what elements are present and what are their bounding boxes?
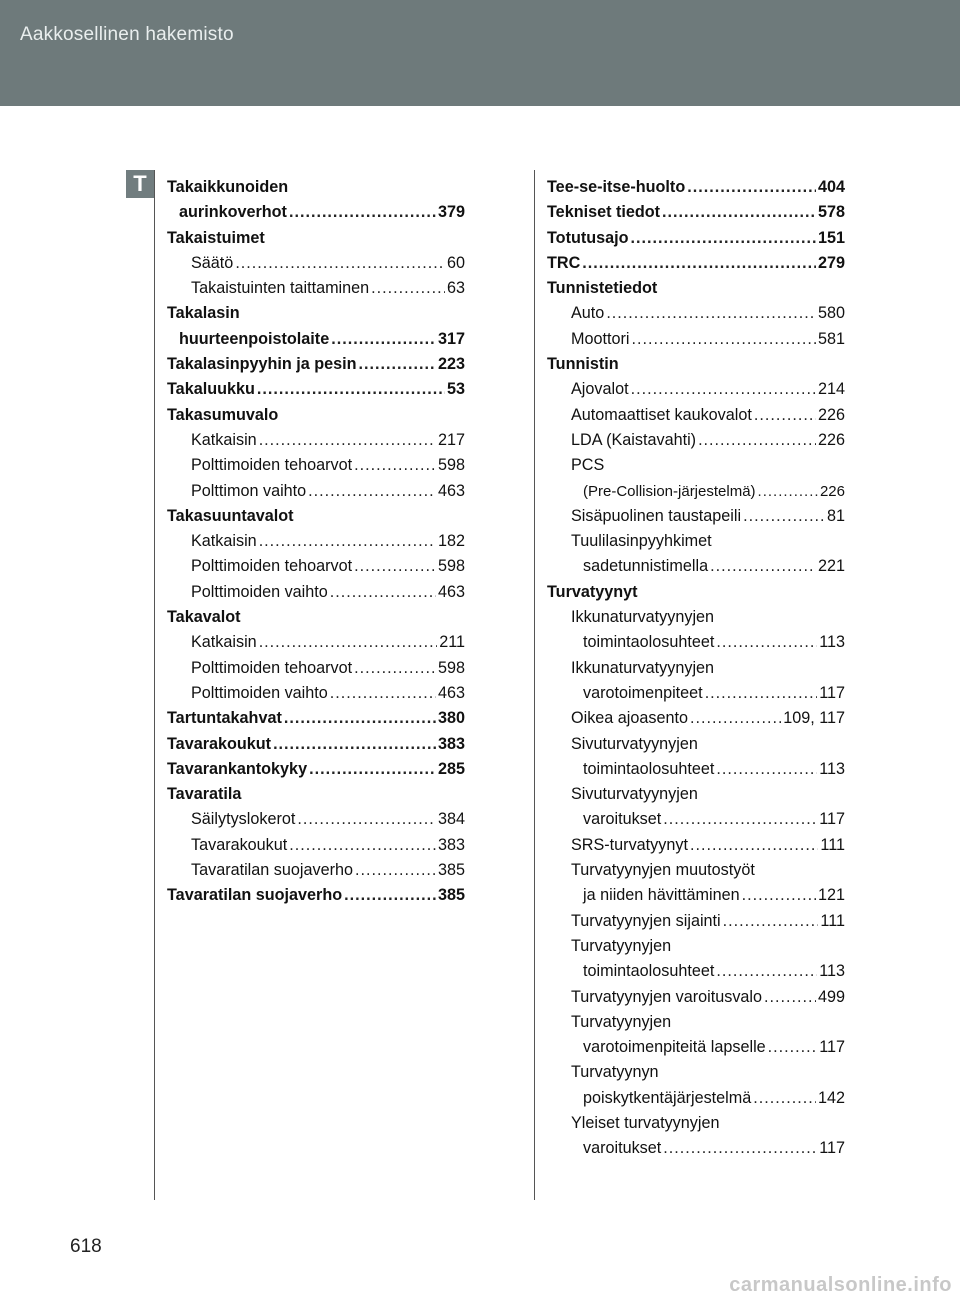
index-entry-label: Polttimoiden tehoarvot xyxy=(191,456,353,475)
index-column-right xyxy=(547,175,845,1162)
page-number: 618 xyxy=(70,1236,102,1257)
dot-leader xyxy=(690,833,818,858)
dot-leader xyxy=(330,681,436,706)
index-entry-label: Tavaratilan suojaverho xyxy=(191,861,353,880)
index-entry-page: 60 xyxy=(446,253,465,272)
index-entry xyxy=(547,1086,845,1111)
index-entry xyxy=(167,251,465,276)
index-entry xyxy=(167,352,465,377)
dot-leader xyxy=(309,757,436,782)
index-entry xyxy=(547,782,845,807)
index-entry xyxy=(167,580,465,605)
index-entry-label: Automaattiset kaukovalot xyxy=(571,405,752,424)
index-entry xyxy=(167,276,465,301)
dot-leader xyxy=(705,681,818,706)
index-entry-label: SRS-turvatyynyt xyxy=(571,835,688,854)
header-title: Aakkosellinen hakemisto xyxy=(20,24,234,45)
index-entry-page: 598 xyxy=(437,456,465,475)
dot-leader xyxy=(606,301,816,326)
dot-leader xyxy=(631,226,816,251)
dot-leader xyxy=(716,630,817,655)
dot-leader xyxy=(257,377,445,402)
index-entry xyxy=(547,377,845,402)
index-entry-label: Katkaisin xyxy=(191,633,257,652)
dot-leader xyxy=(289,833,436,858)
index-entry-label: Takaistuinten taittaminen xyxy=(191,279,370,298)
dot-leader xyxy=(687,175,816,200)
index-entry-label: Ajovalot xyxy=(571,380,629,399)
index-entry-label: Tee-se-itse-huolto xyxy=(547,178,686,196)
index-entry xyxy=(167,630,465,655)
dot-leader xyxy=(698,428,816,453)
index-entry-page: 226 xyxy=(817,405,845,424)
index-entry-page: 182 xyxy=(437,532,465,551)
section-letter-tab: T xyxy=(126,170,154,198)
index-entry xyxy=(547,276,845,301)
index-entry xyxy=(547,580,845,605)
index-entry-page: 117 xyxy=(819,1038,845,1057)
index-entry xyxy=(547,630,845,655)
index-entry-page: 211 xyxy=(439,633,465,652)
index-entry-page: 217 xyxy=(437,430,465,449)
index-entry-label: PCS xyxy=(571,456,605,475)
dot-leader xyxy=(716,959,817,984)
dot-leader xyxy=(662,200,816,225)
index-entry-label: Turvatyynyjen varoitusvalo xyxy=(571,987,763,1006)
index-entry-page: 109, 117 xyxy=(783,709,845,728)
dot-leader xyxy=(753,1086,816,1111)
index-entry-label: Moottori xyxy=(571,329,630,348)
index-entry-page: 385 xyxy=(437,886,465,905)
index-entry-page: 317 xyxy=(437,329,465,348)
index-entry xyxy=(167,605,465,630)
index-entry xyxy=(547,554,845,579)
index-entry-page: 121 xyxy=(817,886,845,905)
dot-leader xyxy=(742,883,816,908)
index-entry xyxy=(547,959,845,984)
index-entry-page: 226 xyxy=(819,482,845,500)
index-entry-label: LDA (Kaistavahti) xyxy=(571,430,697,449)
index-entry xyxy=(547,251,845,276)
index-entry-page: 385 xyxy=(437,861,465,880)
index-entry xyxy=(167,807,465,832)
index-entry-page: 53 xyxy=(446,380,465,399)
index-entry xyxy=(547,883,845,908)
index-entry-page: 214 xyxy=(817,380,845,399)
index-entry xyxy=(547,504,845,529)
index-entry xyxy=(547,1010,845,1035)
index-entry-label: Takaikkunoiden xyxy=(167,178,289,196)
index-entry-page: 113 xyxy=(819,962,845,981)
index-entry xyxy=(547,200,845,225)
dot-leader xyxy=(289,200,436,225)
index-entry xyxy=(547,833,845,858)
index-entry-page: 151 xyxy=(817,228,845,247)
index-entry-page: 81 xyxy=(826,506,845,525)
index-entry-page: 383 xyxy=(437,734,465,753)
dot-leader xyxy=(723,909,819,934)
index-entry-page: 384 xyxy=(437,810,465,829)
index-entry xyxy=(167,479,465,504)
index-entry xyxy=(547,403,845,428)
index-entry xyxy=(547,681,845,706)
index-entry-label: Takalasin xyxy=(167,304,240,323)
dot-leader xyxy=(330,580,436,605)
index-entry xyxy=(167,226,465,251)
index-entry-label: Turvatyynyn xyxy=(571,1063,659,1082)
index-entry-label: Sisäpuolinen taustapeili xyxy=(571,506,742,525)
index-entry xyxy=(547,352,845,377)
index-entry-label: Auto xyxy=(571,304,605,323)
dot-leader xyxy=(371,276,445,301)
dot-leader xyxy=(259,428,436,453)
dot-leader xyxy=(663,807,817,832)
index-entry-label: poiskytkentäjärjestelmä xyxy=(583,1088,752,1107)
index-entry xyxy=(167,327,465,352)
index-entry-label: Ikkunaturvatyynyjen xyxy=(571,608,715,627)
index-entry xyxy=(167,757,465,782)
index-entry-label: Polttimoiden tehoarvot xyxy=(191,557,353,576)
index-entry-label: Takalasinpyyhin ja pesin xyxy=(167,355,357,374)
index-entry-label: Totutusajo xyxy=(547,228,629,247)
index-entry xyxy=(547,985,845,1010)
dot-leader xyxy=(764,985,816,1010)
index-entry-page: 117 xyxy=(819,810,845,829)
index-entry xyxy=(167,504,465,529)
index-entry-label: Säätö xyxy=(191,253,234,272)
index-entry-page: 580 xyxy=(817,304,845,323)
index-column-left xyxy=(167,175,465,909)
index-entry-page: 581 xyxy=(817,329,845,348)
index-entry-label: Ikkunaturvatyynyjen xyxy=(571,658,715,677)
index-entry xyxy=(547,301,845,326)
dot-leader xyxy=(710,554,816,579)
index-entry xyxy=(167,732,465,757)
page-header xyxy=(0,0,960,106)
index-entry-label: Tavarakoukut xyxy=(191,835,288,854)
left-column-divider xyxy=(154,170,155,1200)
index-entry xyxy=(167,681,465,706)
index-entry xyxy=(167,554,465,579)
index-entry-label: ja niiden hävittäminen xyxy=(583,886,740,905)
right-column-divider xyxy=(534,170,535,1200)
index-entry-page: 379 xyxy=(437,203,465,222)
index-entry xyxy=(547,1060,845,1085)
dot-leader xyxy=(754,403,816,428)
watermark: carmanualsonline.info xyxy=(729,1274,952,1296)
index-entry xyxy=(547,327,845,352)
index-entry-label: huurteenpoistolaite xyxy=(179,329,330,348)
index-entry-page: 63 xyxy=(446,279,465,298)
index-entry-label: Katkaisin xyxy=(191,430,257,449)
dot-leader xyxy=(359,352,436,377)
index-entry-label: varotoimenpiteitä lapselle xyxy=(583,1038,766,1057)
index-entry-label: Polttimon vaihto xyxy=(191,481,307,500)
dot-leader xyxy=(716,757,817,782)
index-entry xyxy=(547,479,845,504)
index-entry-page: 598 xyxy=(437,658,465,677)
index-entry-label: Takaistuimet xyxy=(167,228,265,247)
index-entry-label: (Pre-Collision-järjestelmä) xyxy=(583,482,756,500)
index-entry xyxy=(547,529,845,554)
dot-leader xyxy=(284,706,436,731)
index-entry-label: Tavaratilan suojaverho xyxy=(167,886,343,905)
index-entry-label: Tartuntakahvat xyxy=(167,709,282,728)
index-entry xyxy=(547,934,845,959)
dot-leader xyxy=(331,327,436,352)
index-entry xyxy=(167,706,465,731)
dot-leader xyxy=(259,529,436,554)
index-entry xyxy=(547,1035,845,1060)
index-entry xyxy=(167,453,465,478)
index-entry-label: Takasumuvalo xyxy=(167,405,279,424)
index-entry-label: Turvatyynyjen xyxy=(571,1012,672,1031)
index-entry-label: Tunnistetiedot xyxy=(547,279,658,298)
index-entry-label: toimintaolosuhteet xyxy=(583,962,715,981)
index-entry-label: Polttimoiden tehoarvot xyxy=(191,658,353,677)
dot-leader xyxy=(631,377,816,402)
index-entry-label: Säilytyslokerot xyxy=(191,810,296,829)
index-entry-label: Tekniset tiedot xyxy=(547,203,661,222)
index-entry-page: 463 xyxy=(437,683,465,702)
index-entry-label: Sivuturvatyynyjen xyxy=(571,785,698,804)
index-entry-label: Polttimoiden vaihto xyxy=(191,683,328,702)
index-entry-label: Sivuturvatyynyjen xyxy=(571,734,698,753)
index-entry-page: 285 xyxy=(437,759,465,778)
index-entry-page: 113 xyxy=(819,759,845,778)
index-entry xyxy=(167,200,465,225)
index-entry-page: 117 xyxy=(819,1139,845,1158)
index-entry-label: Yleiset turvatyynyjen xyxy=(571,1113,720,1132)
index-entry-page: 223 xyxy=(437,355,465,374)
index-entry xyxy=(167,301,465,326)
index-entry xyxy=(547,226,845,251)
index-entry-page: 226 xyxy=(817,430,845,449)
dot-leader xyxy=(273,732,436,757)
dot-leader xyxy=(743,504,825,529)
index-entry xyxy=(167,656,465,681)
index-entry-page: 598 xyxy=(437,557,465,576)
index-entry xyxy=(167,858,465,883)
dot-leader xyxy=(354,453,436,478)
dot-leader xyxy=(663,1136,817,1161)
index-entry-label: Polttimoiden vaihto xyxy=(191,582,328,601)
index-entry xyxy=(547,858,845,883)
index-entry-label: toimintaolosuhteet xyxy=(583,759,715,778)
dot-leader xyxy=(758,479,818,504)
index-entry-label: Turvatyynyt xyxy=(547,582,638,601)
index-entry xyxy=(547,175,845,200)
index-entry-page: 404 xyxy=(817,178,845,196)
index-entry-page: 578 xyxy=(817,203,845,222)
dot-leader xyxy=(297,807,436,832)
dot-leader xyxy=(768,1035,818,1060)
index-entry xyxy=(547,1111,845,1136)
dot-leader xyxy=(259,630,438,655)
index-entry-page: 117 xyxy=(819,683,845,702)
dot-leader xyxy=(690,706,781,731)
index-entry-label: Turvatyynyjen sijainti xyxy=(571,911,721,930)
index-entry-label: Takaluukku xyxy=(167,380,255,399)
index-entry xyxy=(547,757,845,782)
index-entry-page: 463 xyxy=(437,481,465,500)
index-entry-label: Takavalot xyxy=(167,608,241,627)
index-entry xyxy=(167,377,465,402)
index-entry-label: toimintaolosuhteet xyxy=(583,633,715,652)
index-entry-label: varoitukset xyxy=(583,810,662,829)
index-entry-label: Tavaratila xyxy=(167,785,242,804)
index-entry xyxy=(547,909,845,934)
index-entry-label: Oikea ajoasento xyxy=(571,709,688,728)
index-entry-page: 463 xyxy=(437,582,465,601)
index-entry-page: 279 xyxy=(817,253,845,272)
index-entry xyxy=(547,807,845,832)
index-entry-label: Turvatyynyjen xyxy=(571,936,672,955)
dot-leader xyxy=(344,883,436,908)
index-entry xyxy=(167,403,465,428)
dot-leader xyxy=(354,656,436,681)
index-entry xyxy=(547,1136,845,1161)
index-entry-label: Tunnistin xyxy=(547,355,619,374)
index-entry-page: 111 xyxy=(820,835,845,854)
index-entry xyxy=(167,833,465,858)
index-entry xyxy=(547,428,845,453)
index-entry xyxy=(547,706,845,731)
dot-leader xyxy=(308,479,436,504)
index-entry xyxy=(167,175,465,200)
index-entry-page: 113 xyxy=(819,633,845,652)
index-entry xyxy=(167,428,465,453)
index-entry-label: varoitukset xyxy=(583,1139,662,1158)
index-entry-page: 499 xyxy=(817,987,845,1006)
index-entry-page: 221 xyxy=(817,557,845,576)
index-entry-label: varotoimenpiteet xyxy=(583,683,703,702)
index-entry-label: sadetunnistimella xyxy=(583,557,709,576)
index-entry-label: Turvatyynyjen muutostyöt xyxy=(571,861,755,880)
index-entry xyxy=(547,732,845,757)
index-entry-page: 380 xyxy=(437,709,465,728)
dot-leader xyxy=(355,858,436,883)
index-entry-label: Tavarankantokyky xyxy=(167,759,308,778)
index-entry xyxy=(547,453,845,478)
dot-leader xyxy=(631,327,816,352)
index-entry-page: 142 xyxy=(817,1088,845,1107)
index-entry-label: Tavarakoukut xyxy=(167,734,272,753)
index-entry-label: Takasuuntavalot xyxy=(167,506,294,525)
index-entry-label: Tuulilasinpyyhkimet xyxy=(571,532,712,551)
index-entry-label: aurinkoverhot xyxy=(179,203,287,222)
index-entry-label: Katkaisin xyxy=(191,532,257,551)
index-entry xyxy=(167,883,465,908)
dot-leader xyxy=(354,554,436,579)
dot-leader xyxy=(235,251,445,276)
index-entry-page: 111 xyxy=(820,911,845,930)
index-entry xyxy=(547,656,845,681)
index-entry xyxy=(167,782,465,807)
index-entry xyxy=(167,529,465,554)
dot-leader xyxy=(582,251,816,276)
index-entry xyxy=(547,605,845,630)
index-entry-label: TRC xyxy=(547,253,581,272)
index-entry-page: 383 xyxy=(437,835,465,854)
